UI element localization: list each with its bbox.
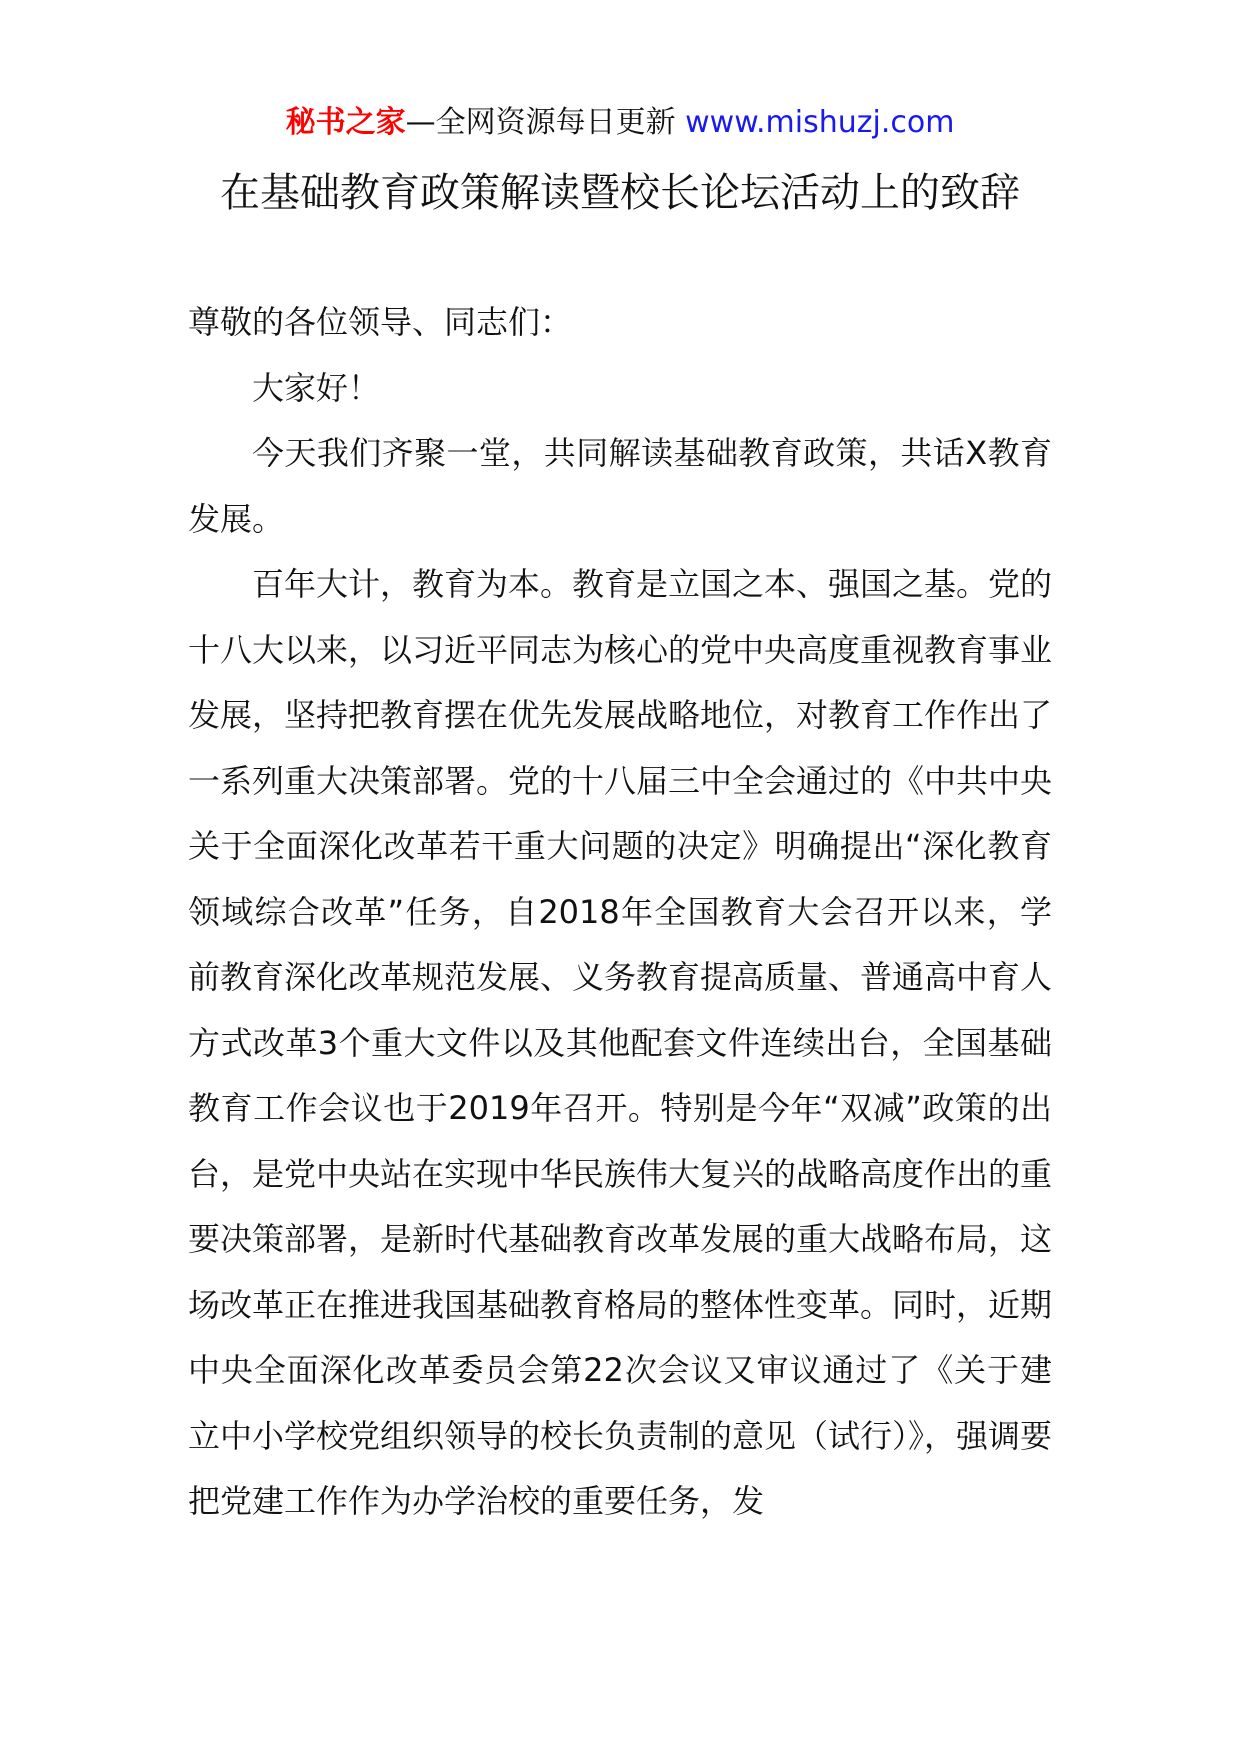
salutation: 尊敬的各位领导、同志们： [188, 303, 573, 341]
body-paragraph: 今天我们齐聚一堂，共同解读基础教育政策，共话X教育发展。 [188, 434, 1052, 538]
document-title: 在基础教育政策解读暨校长论坛活动上的致辞 [220, 170, 1020, 216]
brand-name: 秘书之家 [285, 105, 406, 140]
body-paragraph: 百年大计，教育为本。教育是立国之本、强国之基。党的十八大以来，以习近平同志为核心的党中央高度重视教育事业发展，坚持把教育摆在优先发展战略地位，对教育工作作出了一系列重大决策部署。党的十八届三中全会通过的《中共中央关于全面深化改革若干重大问题的决定》明确提出“深化教育领域综合改革”任务，自2018年全国教育大会召开以来，学前教育深化改革规范发展、义务教育提高质量、普通高中育人方式改革3个重大文件以及其他配套文件连续出台，全国基础教育工作会议也于2019年召开。特别是今年“双减”政策的出台，是党中央站在实现中华民族伟大复兴的战略高度作出的重要决策部署，是新时代基础教育改革发展的重大战略布局，这场改革正在推进我国基础教育格局的整体性变革。同时，近期中央全面深化改革委员会第22次会议又审议通过了《关于建立中小学校党组织领导的校长负责制的意见（试行）》，强调要把党建工作作为办学治校的重要任务，发 [188, 565, 1053, 1520]
greeting: 大家好！ [252, 368, 381, 407]
site-url-link[interactable]: www.mishuzj.com [685, 105, 955, 140]
document-body [188, 290, 1052, 1535]
header-tagline: —全网资源每日更新 [405, 105, 686, 140]
site-header [0, 100, 1240, 146]
